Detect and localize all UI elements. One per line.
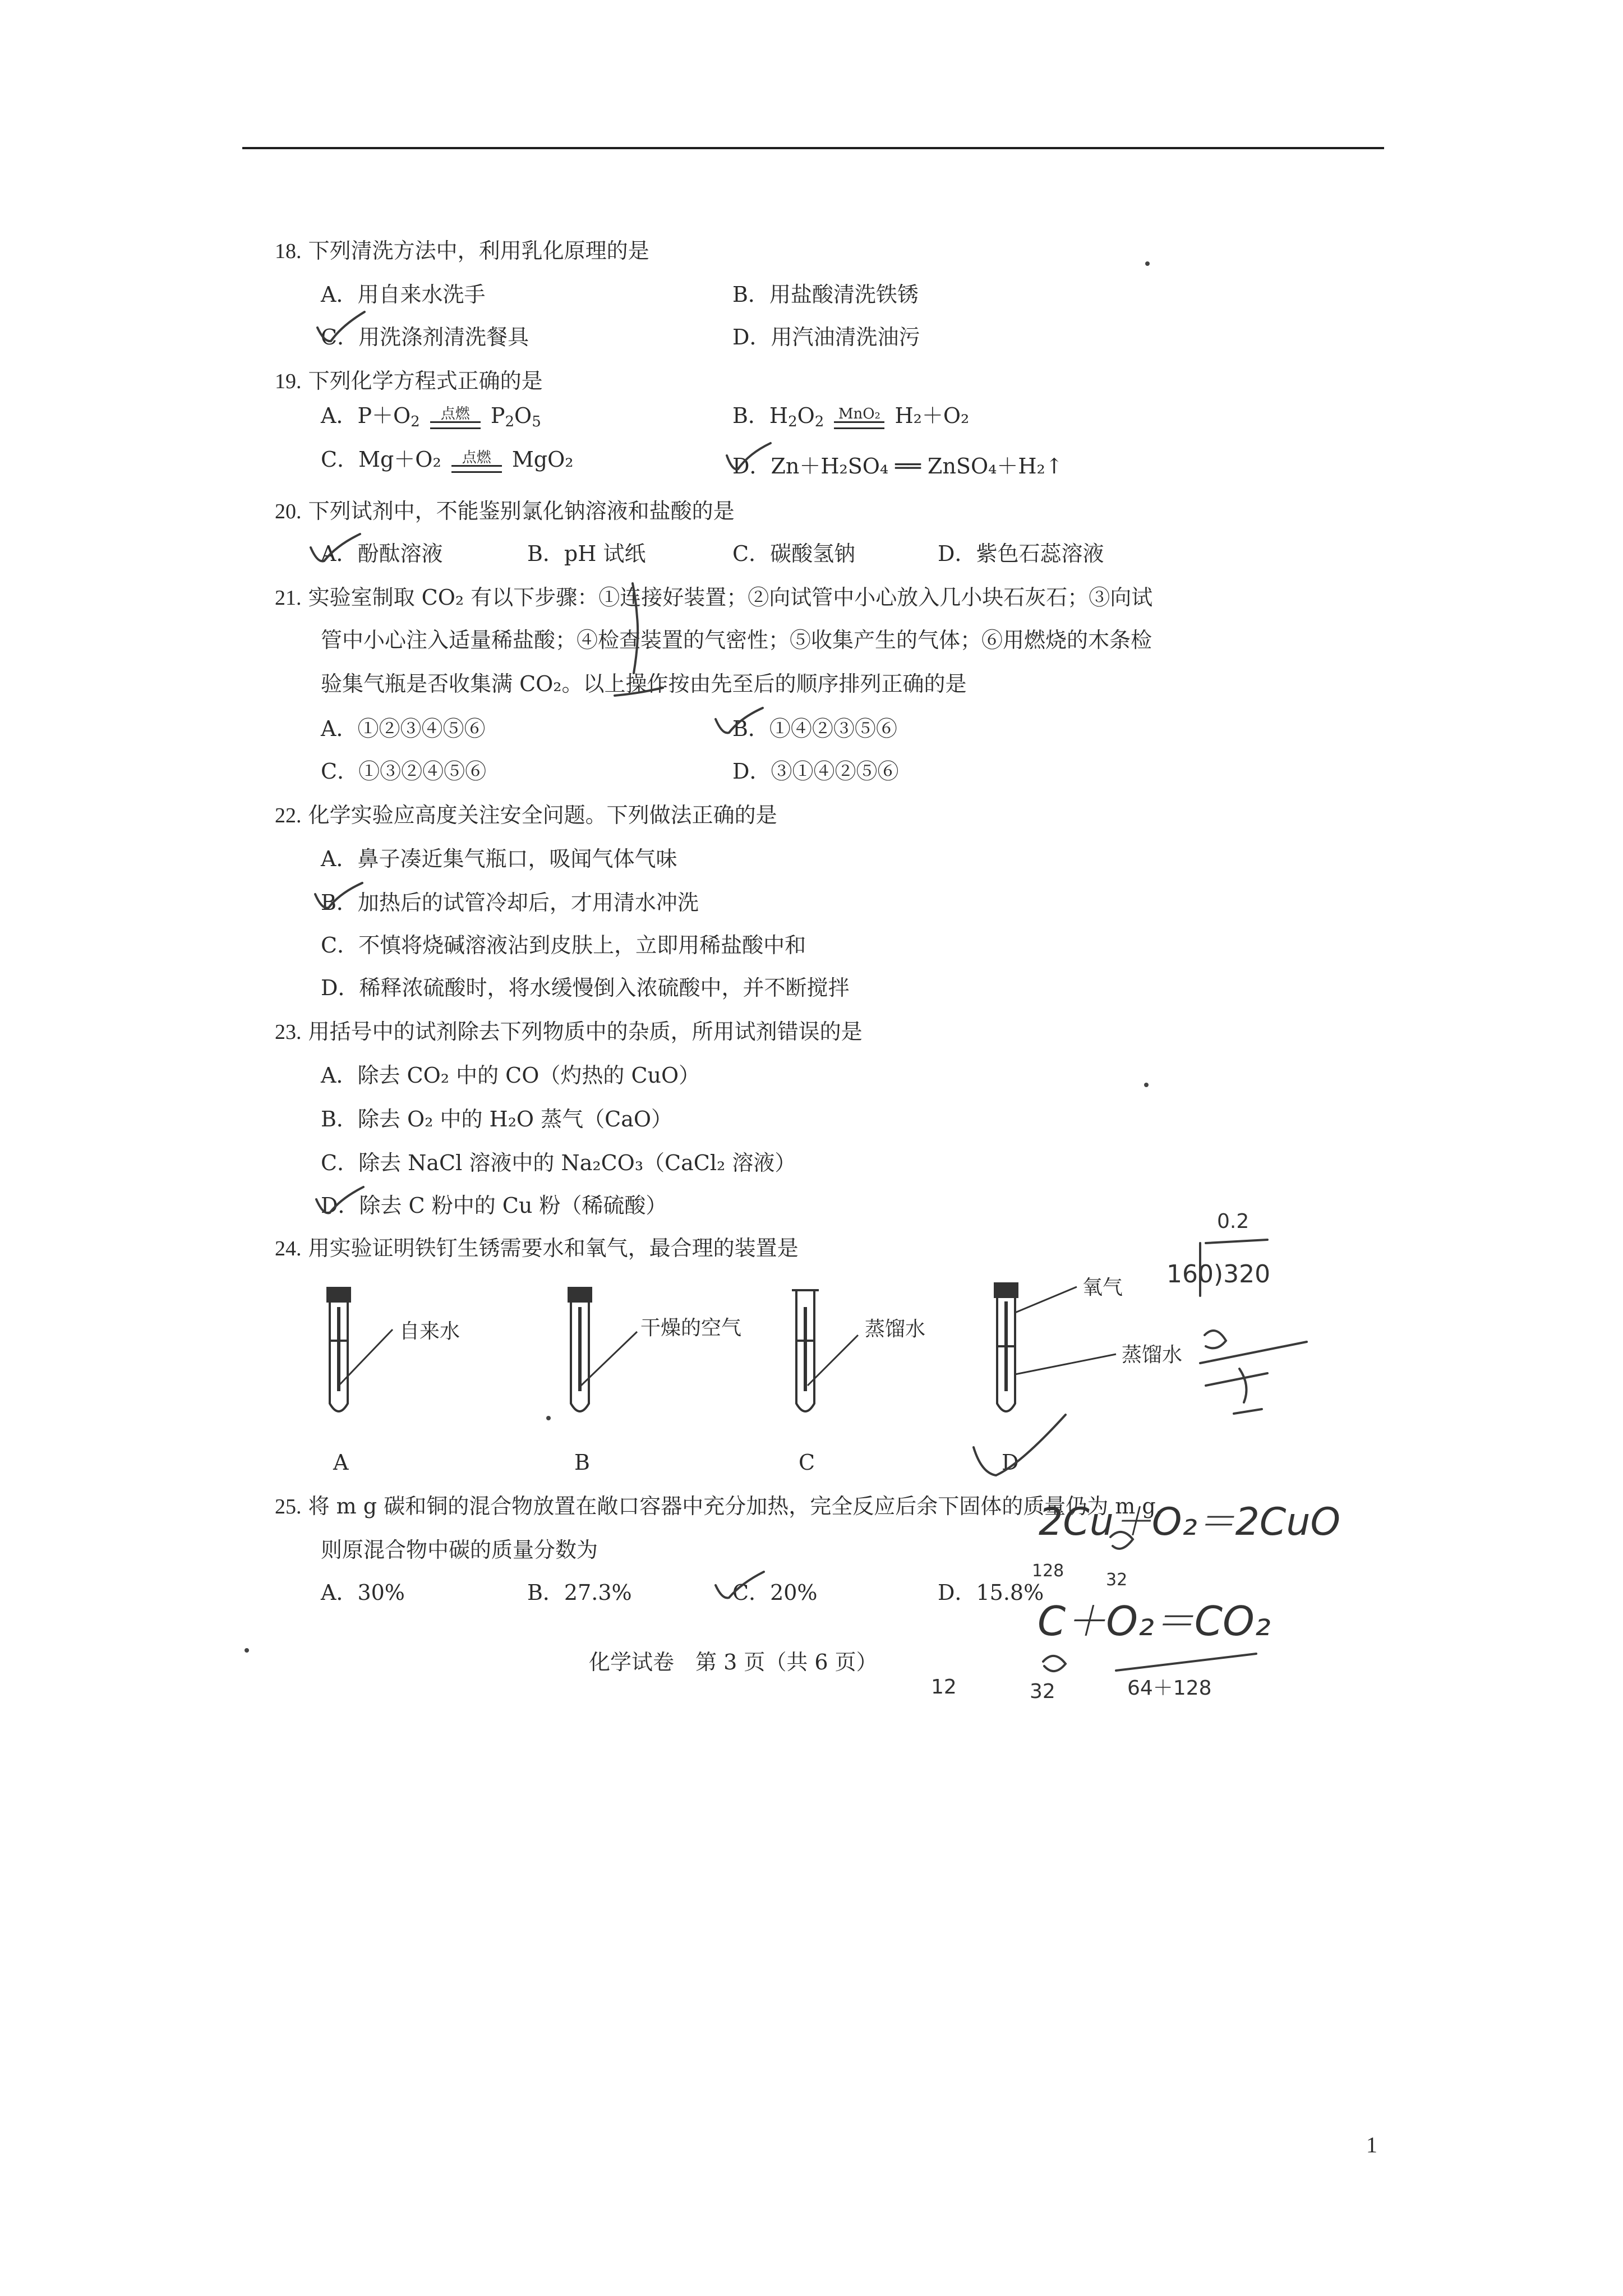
q18-option-b[interactable]: B．用盐酸清洗铁锈 [732, 282, 919, 307]
handwritten-number: 32 [1030, 1680, 1055, 1703]
condition-text: MnO₂ [838, 405, 880, 422]
q23-option-a[interactable]: A．除去 CO₂ 中的 CO（灼热的 CuO） [321, 1063, 700, 1088]
q18-option-a[interactable]: A．用自来水洗手 [321, 282, 486, 307]
handwritten-number: 32 [1106, 1570, 1128, 1590]
q22-option-b[interactable]: B．加热后的试管冷却后，才用清水冲洗 [321, 890, 699, 915]
q20-option-b[interactable]: B．pH 试纸 [527, 541, 646, 566]
question-text: 下列化学方程式正确的是 [308, 369, 543, 393]
condition-text: 点燃 [440, 405, 470, 422]
handwritten-side-calc-top: 0.2 [1217, 1210, 1249, 1233]
q20-option-a[interactable]: A．酚酞溶液 [321, 541, 443, 566]
q24-option-d[interactable]: D [1002, 1450, 1019, 1475]
q25-option-d[interactable]: D．15.8% [938, 1580, 1044, 1605]
q21-option-b[interactable]: B．①④②③⑤⑥ [732, 716, 897, 741]
tube-a-label: 自来水 [399, 1320, 460, 1343]
q20-option-c[interactable]: C．碳酸氢钠 [732, 541, 856, 566]
question-number: 23. [275, 1020, 302, 1044]
q23-option-c[interactable]: C．除去 NaCl 溶液中的 Na₂CO₃（CaCl₂ 溶液） [321, 1151, 796, 1175]
q25-option-c[interactable]: C．20% [732, 1580, 818, 1605]
equation-left: C．Mg＋O₂ [321, 447, 441, 472]
question-21-line-3: 验集气瓶是否收集满 CO₂。以上操作按由先至后的顺序排列正确的是 [321, 671, 967, 696]
q23-option-b[interactable]: B．除去 O₂ 中的 H₂O 蒸气（CaO） [321, 1107, 673, 1131]
question-text: 用括号中的试剂除去下列物质中的杂质，所用试剂错误的是 [308, 1019, 863, 1044]
question-number: 22. [275, 804, 302, 827]
page-number: 1 [1366, 2132, 1377, 2157]
q25-option-b[interactable]: B．27.3% [527, 1580, 632, 1605]
handwritten-number: 128 [1032, 1561, 1064, 1581]
tube-d-label-bottom: 蒸馏水 [1122, 1343, 1183, 1366]
handwritten-equation-2: C＋O₂＝CO₂ [1038, 1598, 1271, 1645]
q19-option-a[interactable]: A．$P+O_2$ 点燃 $P_2O_5$ [321, 403, 541, 430]
q21-option-c[interactable]: C．①③②④⑤⑥ [321, 759, 487, 784]
question-number: 25. [275, 1495, 302, 1519]
question-text: 下列清洗方法中，利用乳化原理的是 [308, 238, 649, 263]
q19-option-d[interactable]: D．Zn＋H₂SO₄ ══ ZnSO₄＋H₂↑ [732, 454, 1063, 478]
q24-option-a[interactable]: A [333, 1450, 349, 1475]
equation-right: H₂＋O₂ [895, 403, 970, 428]
question-text-line-1: 将 m g 碳和铜的混合物放置在敞口容器中充分加热，完全反应后余下固体的质量仍为 m g， [308, 1494, 1177, 1519]
question-text: 下列试剂中，不能鉴别氯化钠溶液和盐酸的是 [308, 499, 735, 523]
handwritten-equation-1: 2Cu＋O₂＝2CuO [1039, 1500, 1340, 1544]
equation-right: P [490, 403, 505, 428]
q22-option-c[interactable]: C．不慎将烧碱溶液沾到皮肤上，立即用稀盐酸中和 [321, 933, 806, 958]
equation-left: A．P＋O [321, 403, 411, 428]
q24-option-b[interactable]: B [574, 1450, 590, 1475]
question-text: 化学实验应高度关注安全问题。下列做法正确的是 [308, 803, 777, 827]
equation-right: MgO₂ [511, 447, 574, 472]
tube-d-label-top: 氧气 [1082, 1276, 1123, 1299]
handwritten-number: 64＋128 [1127, 1677, 1212, 1700]
q22-option-a[interactable]: A．鼻子凑近集气瓶口，吸闻气体气味 [321, 846, 677, 871]
q19-option-b[interactable]: B．$H_2O_2$ MnO₂ H₂＋O₂ [732, 403, 970, 430]
page-footer: 化学试卷 第 3 页（共 6 页） [589, 1650, 878, 1674]
condition-text: 点燃 [462, 449, 491, 466]
handwritten-number: 12 [931, 1676, 957, 1699]
question-21-line-2: 管中小心注入适量稀盐酸；④检查装置的气密性；⑤收集产生的气体；⑥用燃烧的木条检 [321, 628, 1152, 652]
q25-option-a[interactable]: A．30% [321, 1580, 405, 1605]
tube-c-label: 蒸馏水 [865, 1318, 926, 1341]
question-number: 20. [275, 500, 302, 523]
q21-option-d[interactable]: D．③①④②⑤⑥ [732, 759, 899, 784]
equation-left: B．H [732, 403, 789, 428]
question-number: 19. [275, 370, 302, 393]
q22-option-d[interactable]: D．稀释浓硫酸时，将水缓慢倒入浓硫酸中，并不断搅拌 [321, 976, 850, 1000]
question-text-line-1: 实验室制取 CO₂ 有以下步骤：①连接好装置；②向试管中小心放入几小块石灰石；③向试 [308, 585, 1153, 610]
q18-option-d[interactable]: D．用汽油清洗油污 [732, 325, 920, 349]
q23-option-d[interactable]: D．除去 C 粉中的 Cu 粉（稀硫酸） [321, 1193, 667, 1218]
q21-option-a[interactable]: A．①②③④⑤⑥ [321, 716, 486, 741]
q24-option-c[interactable]: C [799, 1450, 815, 1475]
tube-b-label: 干燥的空气 [640, 1317, 742, 1340]
q20-option-d[interactable]: D．紫色石蕊溶液 [938, 541, 1104, 566]
question-number: 24. [275, 1237, 302, 1260]
handwritten-side-calc: 160)320 [1166, 1260, 1271, 1289]
question-25-line-2: 则原混合物中碳的质量分数为 [321, 1538, 598, 1562]
question-number: 21. [275, 586, 302, 610]
question-text: 用实验证明铁钉生锈需要水和氧气，最合理的装置是 [308, 1236, 799, 1260]
question-number: 18. [275, 240, 302, 263]
q18-option-c[interactable]: C．用洗涤剂清洗餐具 [321, 325, 529, 349]
